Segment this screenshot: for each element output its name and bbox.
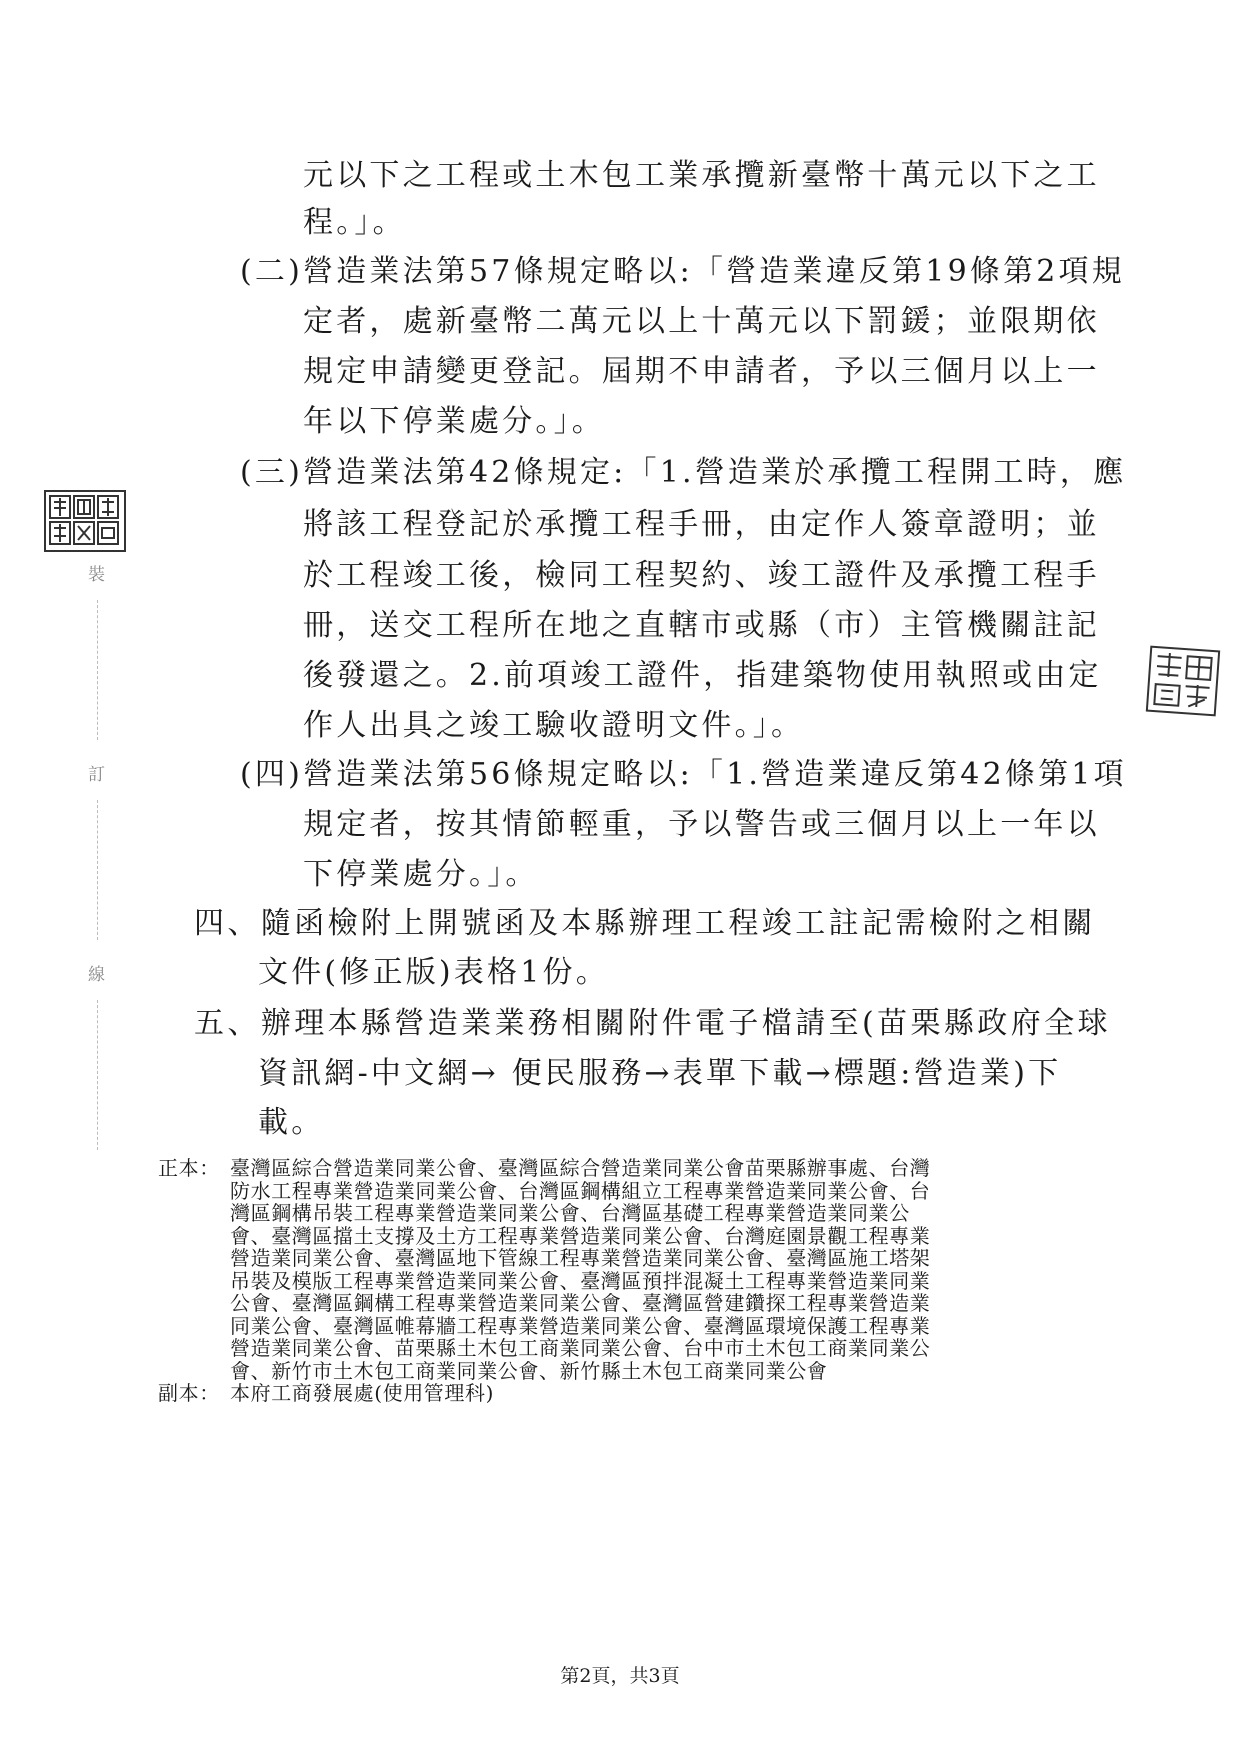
body-line: 載。 (258, 1105, 325, 1140)
recipient-line: 會、新竹市土木包工商業同業公會、新竹縣土木包工商業同業公會 (230, 1358, 828, 1383)
copy-recipients-label: 副本： (158, 1381, 220, 1405)
body-line: 元以下之工程或土木包工業承攬新臺幣十萬元以下之工 (303, 158, 1100, 193)
body-line: 資訊網-中文網→ 便民服務→表單下載→標題:營造業)下 (258, 1056, 1062, 1091)
body-line: 冊，送交工程所在地之直轄市或縣（市）主管機關註記 (303, 608, 1100, 643)
body-line: 程。」。 (303, 205, 406, 240)
seal-stamp-left (44, 490, 126, 552)
page-number: 第2頁，共3頁 (560, 1665, 680, 1687)
binding-mark-ding: 訂 (88, 765, 105, 785)
distribution-list (158, 1157, 1088, 1406)
clause-4-line: (四)營造業法第56條規定略以:「1.營造業違反第42條第1項 (240, 757, 1127, 792)
body-line: 年以下停業處分。」。 (303, 404, 605, 439)
clause-3-line: (三)營造業法第42條規定:「1.營造業於承攬工程開工時，應 (240, 455, 1127, 490)
section-4-line: 四、隨函檢附上開號函及本縣辦理工程竣工註記需檢附之相關 (194, 906, 1096, 941)
body-line: 將該工程登記於承攬工程手冊，由定作人簽章證明；並 (303, 507, 1100, 542)
recipient-line: 臺灣區綜合營造業同業公會、臺灣區綜合營造業同業公會苗栗縣辦事處、台灣 (230, 1156, 931, 1180)
recipient-line: 防水工程專業營造業同業公會、台灣區鋼構組立工程專業營造業同業公會、台 (230, 1178, 931, 1203)
recipient-line: 營造業同業公會、苗栗縣土木包工商業同業公會、台中市土木包工商業同業公 (230, 1336, 931, 1360)
copy-recipients: 本府工商發展處(使用管理科) (230, 1381, 495, 1405)
seal-stamp-right (1146, 646, 1220, 717)
recipient-line: 同業公會、臺灣區帷幕牆工程專業營造業同業公會、臺灣區環境保護工程專業 (230, 1313, 931, 1338)
body-line: 下停業處分。」。 (303, 857, 539, 892)
primary-recipients-label: 正本： (158, 1156, 220, 1180)
primary-recipients (230, 1157, 930, 1382)
binding-mark-xian: 線 (88, 965, 105, 985)
body-line: 作人出具之竣工驗收證明文件。」。 (303, 708, 805, 743)
recipient-line: 灣區鋼構吊裝工程專業營造業同業公會、台灣區基礎工程專業營造業同業公 (230, 1201, 910, 1225)
binding-line-bottom (97, 1000, 98, 1150)
section-5-line: 五、辦理本縣營造業業務相關附件電子檔請至(苗栗縣政府全球 (194, 1006, 1111, 1041)
binding-line-top (97, 600, 98, 740)
binding-mark-zhuang: 裝 (88, 565, 105, 585)
body-line: 後發還之。2.前項竣工證件，指建築物使用執照或由定 (303, 658, 1102, 693)
recipient-line: 會、臺灣區擋土支撐及土方工程專業營造業同業公會、台灣庭園景觀工程專業 (230, 1223, 931, 1248)
clause-2-line: (二)營造業法第57條規定略以:「營造業違反第19條第2項規 (240, 254, 1125, 289)
recipient-line: 營造業同業公會、臺灣區地下管線工程專業營造業同業公會、臺灣區施工塔架 (230, 1246, 931, 1270)
body-line: 文件(修正版)表格1份。 (258, 955, 609, 990)
recipient-line: 公會、臺灣區鋼構工程專業營造業同業公會、臺灣區營建鑽探工程專業營造業 (230, 1291, 931, 1315)
recipient-line: 吊裝及模版工程專業營造業同業公會、臺灣區預拌混凝土工程專業營造業同業 (230, 1268, 931, 1293)
body-line: 規定申請變更登記。屆期不申請者，予以三個月以上一 (303, 354, 1100, 389)
body-line: 規定者，按其情節輕重，予以警告或三個月以上一年以 (303, 807, 1100, 842)
binding-line-mid (97, 800, 98, 940)
body-line: 定者，處新臺幣二萬元以上十萬元以下罰鍰；並限期依 (303, 304, 1100, 339)
body-line: 於工程竣工後，檢同工程契約、竣工證件及承攬工程手 (303, 558, 1100, 593)
